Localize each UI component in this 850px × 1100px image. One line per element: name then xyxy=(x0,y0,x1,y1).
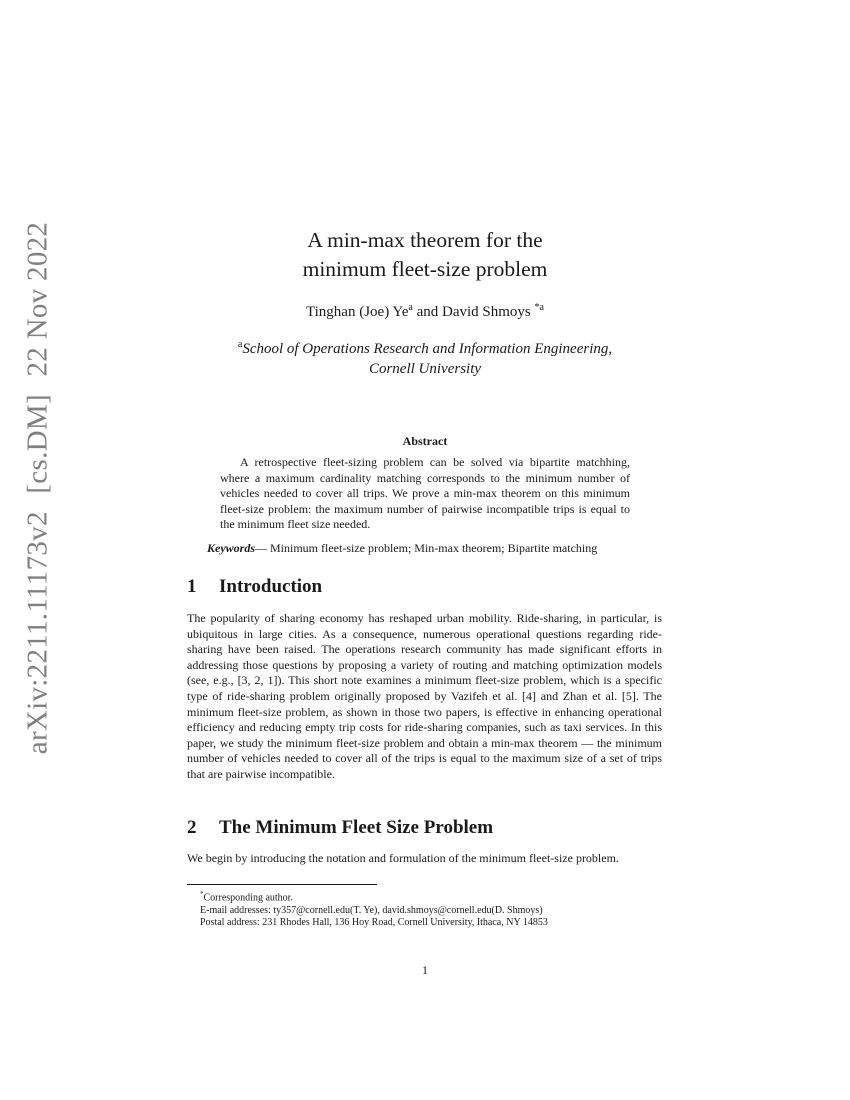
introduction-paragraph: The popularity of sharing economy has reshaped urban mobility. Ride-sharing, in particular, is ubiquitous in large cities. As a consequence, numerous operational questions regarding ride-sharing have been raised. The operations research community has made significant efforts in addressing those questions by proposing a variety of routing and matching optimization models (see, e.g., [3, 2, 1]). This short note examines a minimum fleet-size problem, which is a specific type of ride-sharing problem originally proposed by Vazifeh et al. [4] and Zhan et al. [5]. The minimum fleet-size problem, as shown in those two papers, is effective in enhancing operational efficiency and reducing empty trip costs for ride-sharing companies, such as taxi services. In this paper, we study the minimum fleet-size problem and obtain a min-max theorem — the minimum number of vehicles needed to cover all of the trips is equal to the maximum size of a set of trips that are pairwise incompatible. xyxy=(187,611,662,781)
keywords-label: Keywords xyxy=(207,541,255,555)
affiliation-mark: a xyxy=(237,339,243,350)
author-2-affiliation-mark: *a xyxy=(534,302,544,313)
keywords-dash: — xyxy=(255,541,270,555)
affiliation xyxy=(0,335,850,379)
section-title: Introduction xyxy=(219,576,323,597)
arxiv-category: [cs.DM] xyxy=(21,394,54,494)
abstract-heading: Abstract xyxy=(402,434,448,448)
affiliation-line-2: Cornell University xyxy=(368,361,482,377)
page-number: 1 xyxy=(422,963,428,977)
arxiv-id: arXiv:2211.11173v2 xyxy=(21,511,54,755)
footnote-corresponding xyxy=(200,888,670,905)
keywords xyxy=(207,541,667,556)
arxiv-date: 22 Nov 2022 xyxy=(21,221,54,377)
author-2: David Shmoys xyxy=(442,304,535,320)
keywords-text: Minimum fleet-size problem; Min-max theorem; Bipartite matching xyxy=(270,541,598,555)
footnote-corresponding-text: Corresponding author. xyxy=(203,892,293,904)
authors xyxy=(0,302,850,321)
section-heading-introduction xyxy=(187,576,322,598)
author-1: Tinghan (Joe) Ye xyxy=(306,304,409,320)
section-number: 1 xyxy=(187,576,197,597)
section-title: The Minimum Fleet Size Problem xyxy=(219,817,494,838)
footnote-postal: Postal address: 231 Rhodes Hall, 136 Hoy Road, Cornell University, Ithaca, NY 14853 xyxy=(200,917,548,929)
footnote-mark: * xyxy=(200,890,204,898)
paper-title xyxy=(0,226,850,284)
affiliation-line-1: School of Operations Research and Information Engineering, xyxy=(242,341,613,357)
abstract-body: A retrospective fleet-sizing problem can be solved via bipartite matchhing, where a maximum cardinality matching corresponds to the minimum number of vehicles needed to cover all trips. We prove a min-max theorem on this minimum fleet-size problem: the maximum number of pairwise incompatible trips is equal to the minimum fleet size needed. xyxy=(220,455,630,531)
section-2-paragraph: We begin by introducing the notation and formulation of the minimum fleet-size problem. xyxy=(187,851,619,865)
title-line-1: A min-max theorem for the xyxy=(307,228,543,252)
author-1-affiliation-mark: a xyxy=(408,302,413,313)
author-conjunction: and xyxy=(412,304,443,320)
footnote-rule xyxy=(187,884,377,885)
footnotes xyxy=(200,888,670,930)
section-heading-minimum-fleet-size-problem xyxy=(187,817,493,839)
arxiv-stamp xyxy=(22,217,55,759)
title-line-2: minimum fleet-size problem xyxy=(302,257,548,281)
section-number: 2 xyxy=(187,817,197,838)
footnote-email: E-mail addresses: ty357@cornell.edu(T. Ye), david.shmoys@cornell.edu(D. Shmoys) xyxy=(200,904,543,916)
